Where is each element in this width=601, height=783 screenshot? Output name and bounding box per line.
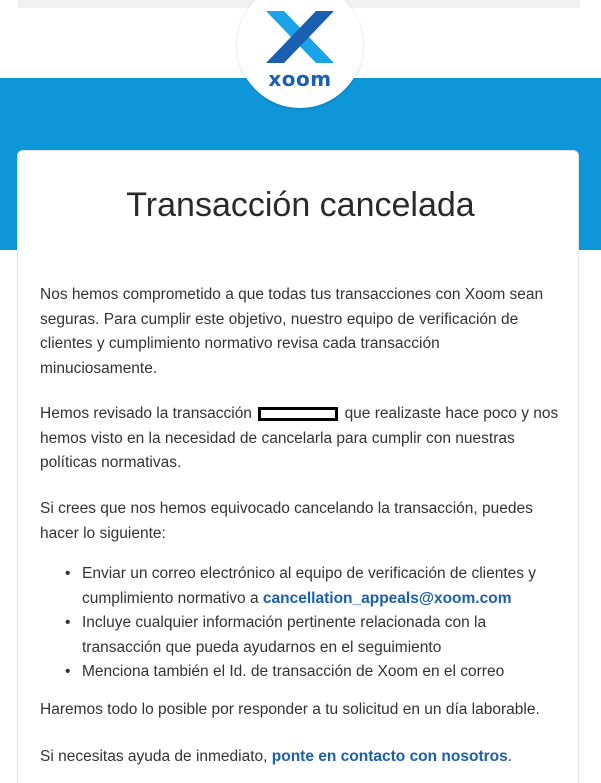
step-email-text: Enviar un correo electrónico al equipo de verificación de clientes y cumplimiento normativo a bbox=[82, 565, 537, 607]
transaction-paragraph bbox=[40, 402, 560, 476]
list-item bbox=[65, 660, 560, 685]
transaction-text-before: Hemos revisado la transacción bbox=[40, 405, 252, 422]
redacted-transaction-id bbox=[258, 407, 338, 421]
list-item bbox=[65, 611, 560, 660]
page-title: Transacción cancelada bbox=[126, 186, 475, 224]
response-paragraph: Haremos todo lo posible por responder a tu solicitud en un día laborable. bbox=[40, 701, 540, 718]
appeals-email-link[interactable]: cancellation_appeals@xoom.com bbox=[262, 589, 512, 607]
appeal-intro-paragraph: Si crees que nos hemos equivocado cancelando la transacción, puedes hacer lo siguiente: bbox=[40, 500, 533, 542]
help-text-after: . bbox=[507, 748, 513, 765]
help-text-before: Si necesitas ayuda de inmediato, bbox=[40, 748, 272, 765]
step-id-text: Menciona también el Id. de transacción de Xoom en el correo bbox=[82, 663, 505, 680]
xoom-x-icon bbox=[266, 11, 334, 63]
list-item bbox=[65, 562, 560, 611]
xoom-wordmark: xoom bbox=[268, 67, 332, 91]
appeal-steps-list bbox=[65, 562, 560, 685]
transaction-text-after: que realizaste hace poco y nos hemos visto en la necesidad de cancelarla para cumplir con nuestras políticas normativas. bbox=[40, 405, 559, 471]
contact-us-link[interactable]: ponte en contacto con nosotros bbox=[271, 748, 508, 765]
help-paragraph bbox=[40, 745, 580, 770]
step-info-text: Incluye cualquier información pertinente relacionada con la transacción que pueda ayudarnos en el seguimiento bbox=[82, 614, 487, 656]
intro-paragraph: Nos hemos comprometido a que todas tus transacciones con Xoom sean seguras. Para cumplir este objetivo, nuestro equipo de verificación de clientes y cumplimiento normativo revisa cada transacción minuciosamente. bbox=[40, 286, 544, 377]
